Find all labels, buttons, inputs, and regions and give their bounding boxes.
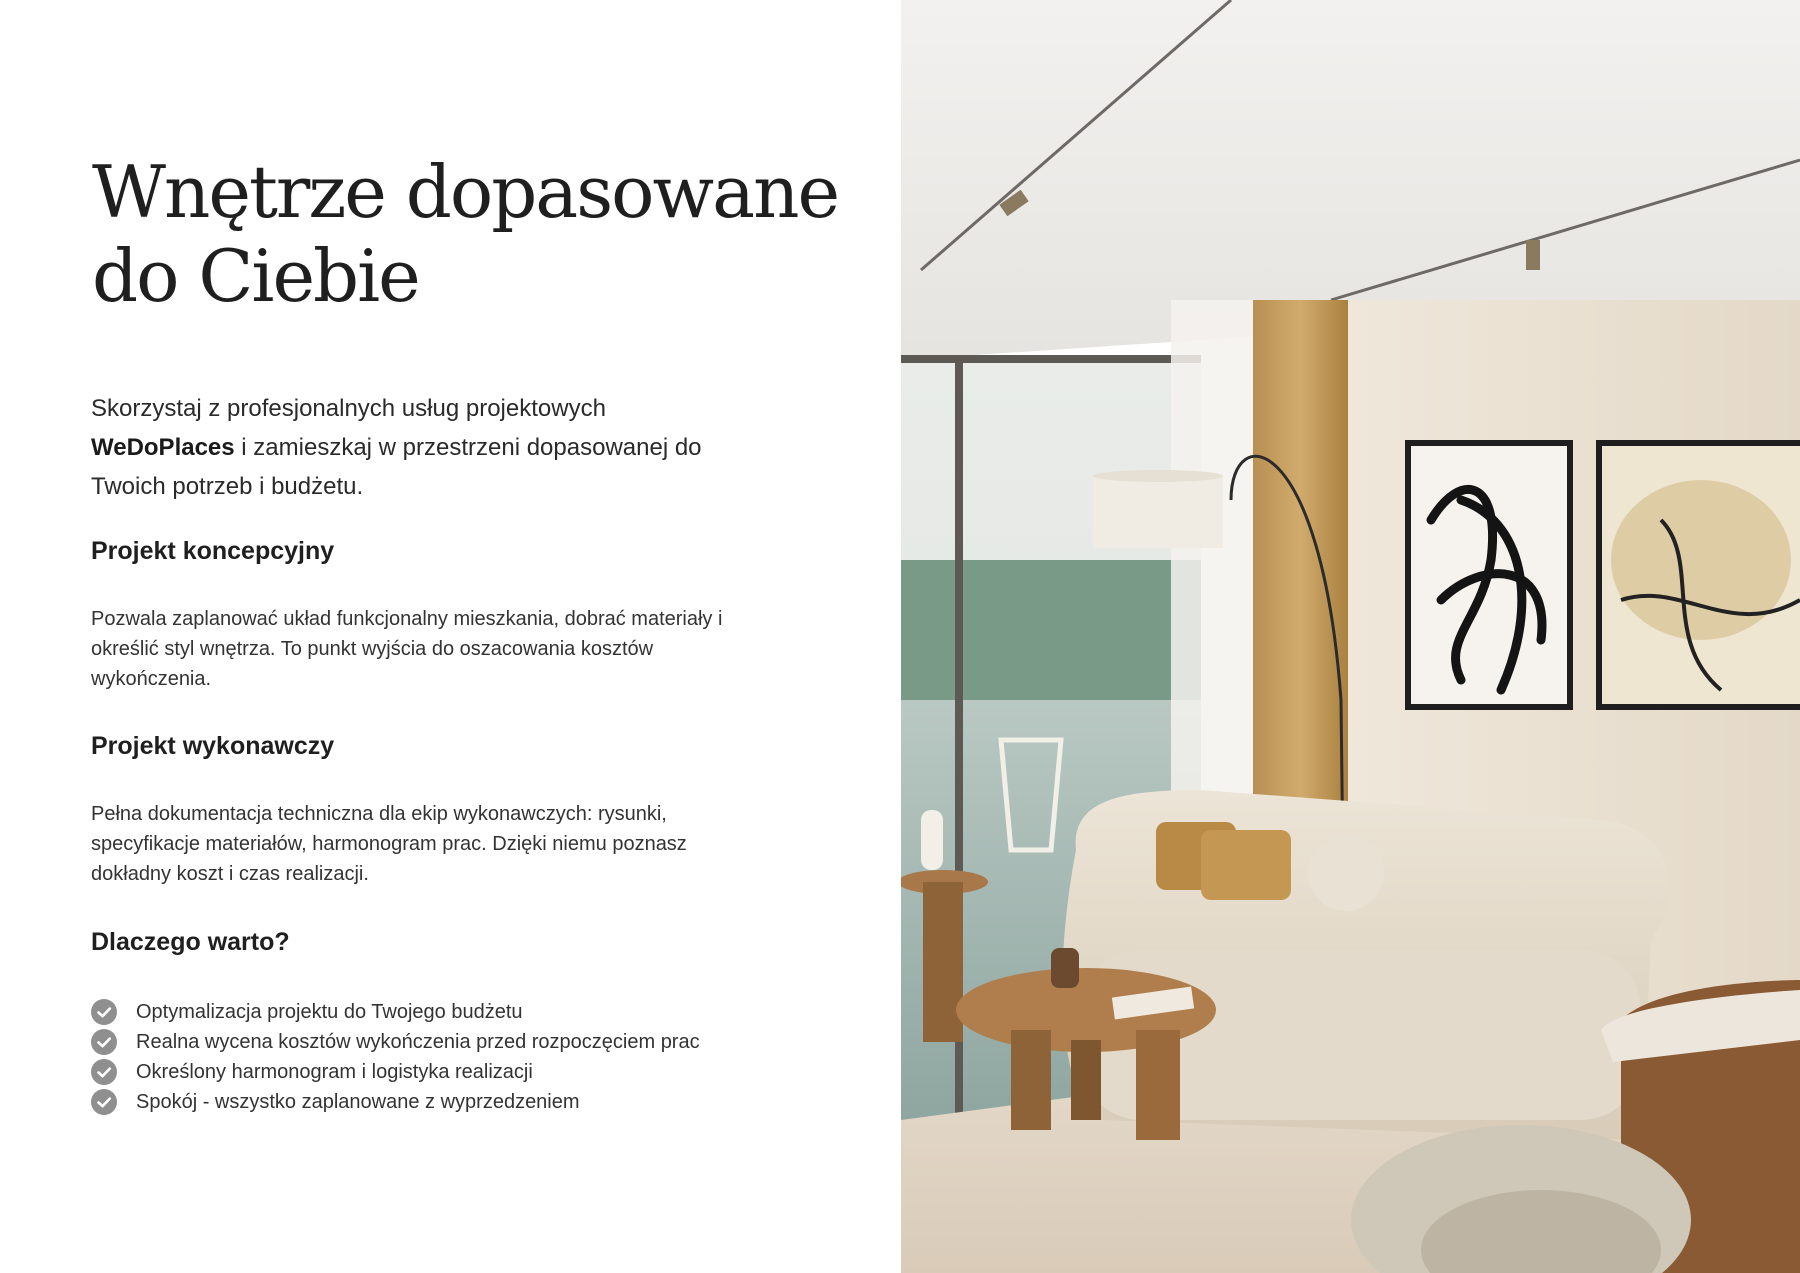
title-line-2: do Ciebie (92, 234, 419, 318)
intro-text-end: i zamieszkaj w przestrzeni dopasowanej do Twoich potrzeb i budżetu. (91, 434, 702, 500)
check-circle-icon (91, 1029, 117, 1055)
intro-paragraph (91, 389, 731, 506)
list-item (91, 997, 700, 1027)
section-heading-concept: Projekt koncepcyjny (91, 537, 335, 565)
benefit-label: Realna wycena kosztów wykończenia przed rozpoczęciem prac (136, 1030, 700, 1053)
section-heading-executive: Projekt wykonawczy (91, 732, 335, 760)
check-circle-icon (91, 1089, 117, 1115)
list-item (91, 1087, 700, 1117)
brand-name: WeDoPlaces (91, 434, 235, 461)
check-circle-icon (91, 999, 117, 1025)
benefit-label: Optymalizacja projektu do Twojego budżetu (136, 1000, 523, 1023)
list-item (91, 1057, 700, 1087)
interior-photo (901, 0, 1800, 1273)
intro-text-start: Skorzystaj z profesjonalnych usług projektowych (91, 395, 606, 422)
check-circle-icon (91, 1059, 117, 1085)
list-item (91, 1027, 700, 1057)
section-text-executive: Pełna dokumentacja techniczna dla ekip wykonawczych: rysunki, specyfikacje materiałów, harmonogram prac. Dzięki niemu poznasz dokładny koszt i czas realizacji. (91, 803, 687, 885)
title-line-1: Wnętrze dopasowane (92, 150, 839, 234)
benefit-label: Określony harmonogram i logistyka realizacji (136, 1060, 533, 1083)
section-text-concept: Pozwala zaplanować układ funkcjonalny mieszkania, dobrać materiały i określić styl wnętrza. To punkt wyjścia do oszacowania kosztów wykończenia. (91, 608, 723, 690)
benefits-list (91, 997, 700, 1117)
benefit-label: Spokój - wszystko zaplanowane z wyprzedzeniem (136, 1090, 580, 1113)
page-title (92, 150, 852, 318)
section-heading-why: Dlaczego warto? (91, 928, 290, 956)
